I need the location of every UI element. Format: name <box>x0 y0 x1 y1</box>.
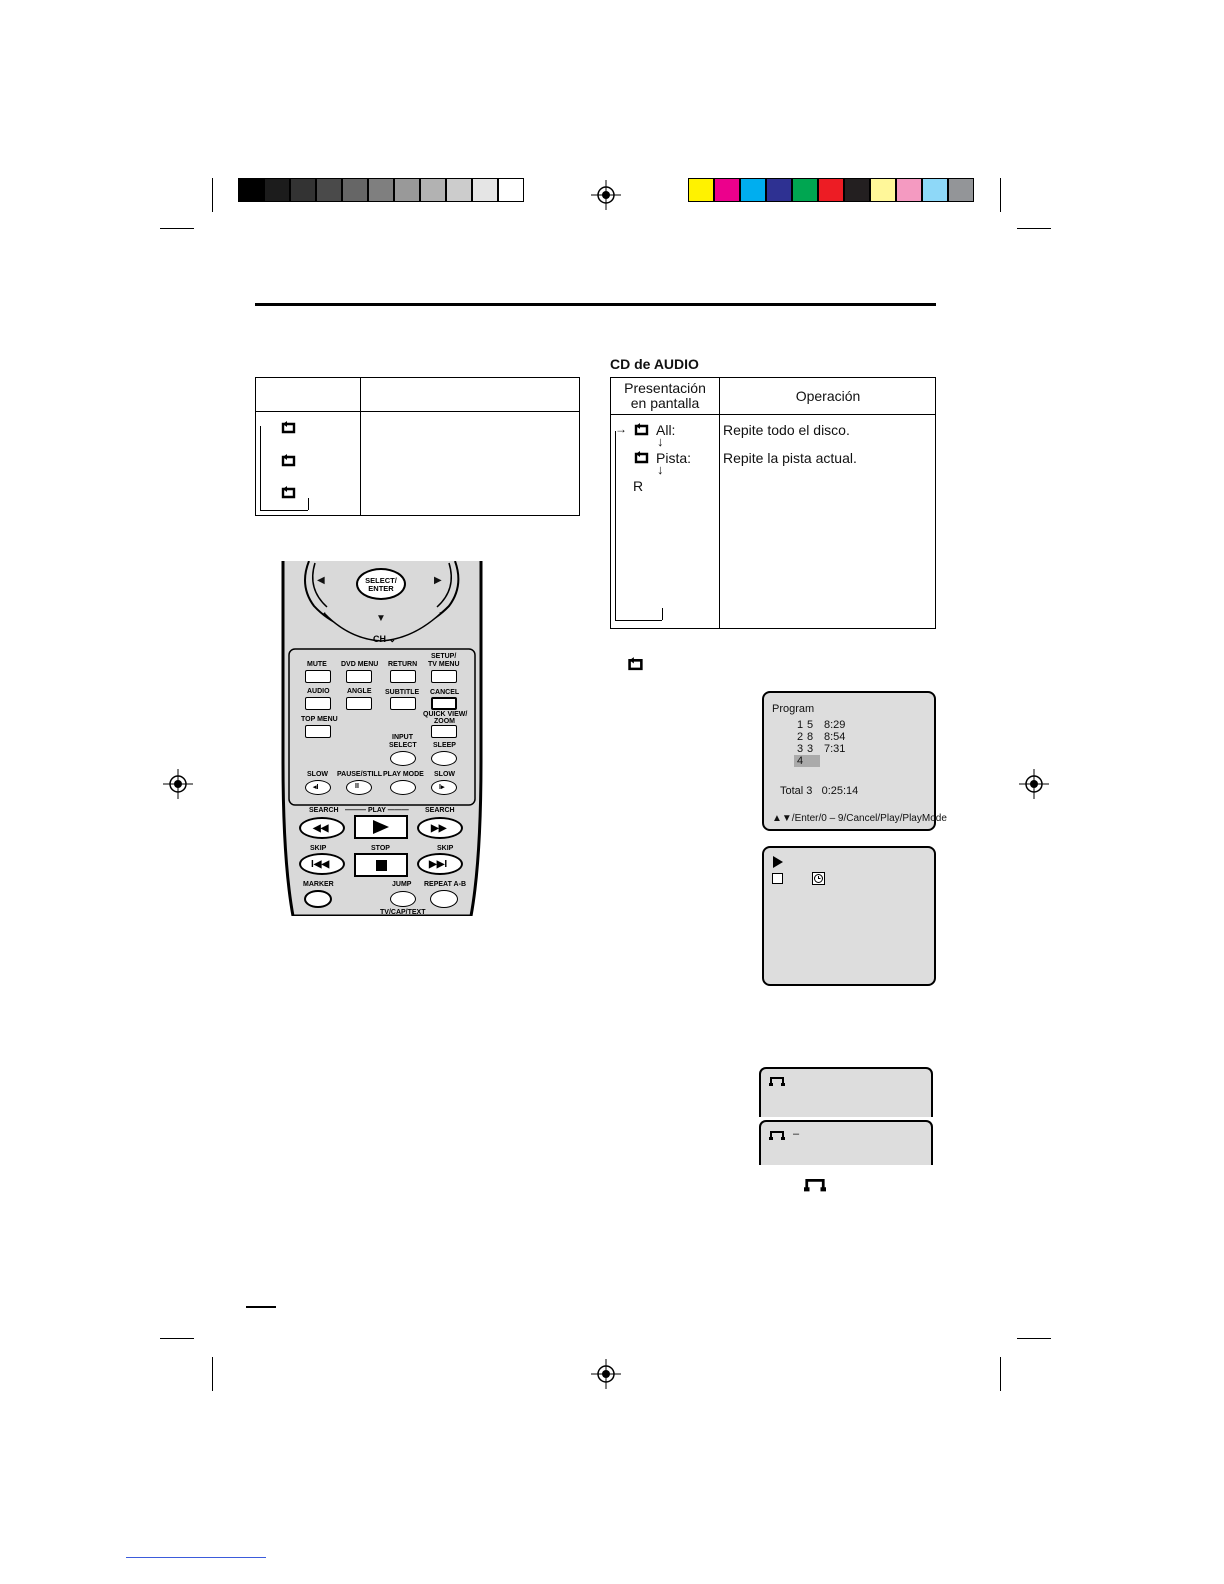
play-mode-button[interactable] <box>390 780 416 795</box>
dvd-menu-button[interactable] <box>346 670 372 683</box>
play-label: ——— PLAY ——— <box>345 807 409 814</box>
color-swatch <box>870 178 896 202</box>
color-swatch <box>818 178 844 202</box>
col-header-display: Presentación en pantalla <box>624 380 706 411</box>
registration-mark-icon <box>591 1359 621 1389</box>
pause-still-label: PAUSE/STILL <box>337 771 382 778</box>
color-swatch <box>948 178 974 202</box>
program-osd-screen <box>762 691 947 831</box>
sleep-button[interactable] <box>431 751 457 766</box>
zoom-label: ZOOM <box>434 718 455 725</box>
search-reverse-button[interactable]: ◀◀ <box>299 817 345 839</box>
quick-view-zoom-button[interactable] <box>431 725 457 738</box>
audio-cd-repeat-table <box>610 377 936 629</box>
gray-swatch <box>316 178 342 202</box>
gray-swatch <box>290 178 316 202</box>
mute-button[interactable] <box>305 670 331 683</box>
stop-icon <box>376 860 387 871</box>
color-swatch <box>896 178 922 202</box>
search-forward-button[interactable]: ▶▶ <box>417 817 463 839</box>
color-swatch <box>792 178 818 202</box>
display-all: All: <box>656 422 676 438</box>
repeat-icon <box>633 422 651 436</box>
program-entry-time: 8:54 <box>824 731 846 743</box>
arrow-down-icon: ↓ <box>657 434 664 449</box>
stop-label: STOP <box>371 845 390 852</box>
gray-swatch <box>446 178 472 202</box>
slow-reverse-button[interactable]: ◂I <box>305 780 331 795</box>
color-swatch <box>766 178 792 202</box>
top-menu-button[interactable] <box>305 725 331 738</box>
audio-button[interactable] <box>305 697 331 710</box>
repeat-icon <box>280 420 298 434</box>
program-entry-time: 8:29 <box>824 719 846 731</box>
search-forward-label: SEARCH <box>425 807 455 814</box>
audio-cd-heading: CD de AUDIO <box>610 356 699 372</box>
gray-swatch <box>498 178 524 202</box>
repeat-ab-button[interactable] <box>430 890 458 908</box>
input-select-button[interactable] <box>390 751 416 766</box>
play-mode-label: PLAY MODE <box>383 771 424 778</box>
slow-forward-button[interactable]: I▸ <box>431 780 457 795</box>
cancel-button[interactable] <box>431 697 457 710</box>
down-arrow-button[interactable]: ▼ <box>376 613 386 624</box>
gray-swatch <box>420 178 446 202</box>
program-entry-num: 2 <box>797 731 804 743</box>
display-track: Pista: <box>656 450 692 466</box>
angle-label: ANGLE <box>347 688 372 695</box>
select-label: SELECT <box>389 742 417 749</box>
program-total: Total 3 0:25:14 <box>780 785 859 797</box>
operation-all: Repite todo el disco. <box>723 422 850 438</box>
registration-mark-icon <box>1019 769 1049 799</box>
play-icon <box>373 820 389 834</box>
header-rule <box>255 303 936 306</box>
right-arrow-button[interactable]: ▶ <box>434 575 442 586</box>
input-label: INPUT <box>392 734 413 741</box>
search-reverse-label: SEARCH <box>309 807 339 814</box>
operation-track: Repite la pista actual. <box>723 450 857 466</box>
channel-down-label: CH ⌄ <box>373 634 397 644</box>
program-entry-num: 4 <box>797 755 804 767</box>
subtitle-label: SUBTITLE <box>385 689 420 696</box>
color-swatch <box>714 178 740 202</box>
setup-label: SETUP/ <box>431 653 457 660</box>
skip-forward-label: SKIP <box>437 845 454 852</box>
repeat-ab-osd-screen <box>759 1120 933 1165</box>
program-entry-num: 3 <box>797 743 804 755</box>
program-help-bar: ▲▼/Enter/0 – 9/Cancel/Play/PlayMode <box>772 813 947 824</box>
stop-button[interactable] <box>354 853 408 877</box>
clock-icon <box>812 872 825 885</box>
jump-label: JUMP <box>392 881 412 888</box>
slow-forward-label: SLOW <box>434 771 455 778</box>
repeat-ab-label: REPEAT A-B <box>424 881 466 888</box>
return-button[interactable] <box>390 670 416 683</box>
repeat-icon <box>280 453 298 467</box>
subtitle-button[interactable] <box>390 697 416 710</box>
dvd-menu-label: DVD MENU <box>341 661 379 668</box>
program-entry-track: 8 <box>807 731 814 743</box>
gray-swatch <box>238 178 264 202</box>
arrow-right-icon: → <box>615 422 627 436</box>
play-status-osd-screen <box>762 846 936 986</box>
gray-swatch <box>264 178 290 202</box>
skip-forward-button[interactable]: ▶▶I <box>417 853 463 875</box>
marker-button[interactable] <box>304 890 332 908</box>
repeat-icon <box>626 656 646 671</box>
tv-cap-text-label: TV/CAP/TEXT <box>380 909 426 916</box>
left-arrow-button[interactable]: ◀ <box>317 575 325 586</box>
repeat-ab-icon <box>804 1176 826 1193</box>
gray-swatch <box>368 178 394 202</box>
color-swatch <box>922 178 948 202</box>
repeat-icon <box>633 450 651 464</box>
sleep-label: SLEEP <box>433 742 456 749</box>
program-title: Program <box>772 703 815 715</box>
quick-view-label: QUICK VIEW/ <box>423 711 468 718</box>
select-enter-button[interactable]: SELECT/ ENTER <box>356 568 406 600</box>
return-label: RETURN <box>388 661 418 668</box>
col-header-operation: Operación <box>795 388 861 404</box>
dvd-repeat-table <box>255 377 580 516</box>
slow-reverse-label: SLOW <box>307 771 328 778</box>
repeat-icon <box>280 485 298 499</box>
play-button[interactable] <box>354 815 408 839</box>
color-swatch <box>740 178 766 202</box>
gray-swatch <box>472 178 498 202</box>
setup-tv-menu-button[interactable] <box>431 670 457 683</box>
arrow-down-icon: ↓ <box>657 462 664 477</box>
program-entry-track: 5 <box>807 719 814 731</box>
repeat-ab-icon <box>769 1075 785 1087</box>
program-entry-track: 3 <box>807 743 814 755</box>
skip-reverse-label: SKIP <box>310 845 327 852</box>
checkbox-icon <box>772 873 783 884</box>
registration-mark-icon <box>163 769 193 799</box>
play-icon <box>772 856 784 868</box>
repeat-ab-icon <box>769 1129 785 1141</box>
tv-menu-label: TV MENU <box>428 661 460 668</box>
jump-button[interactable] <box>390 891 416 907</box>
mute-label: MUTE <box>307 661 327 668</box>
audio-label: AUDIO <box>307 688 330 695</box>
gray-swatch <box>394 178 420 202</box>
repeat-ab-dash: – <box>793 1128 800 1140</box>
skip-reverse-button[interactable]: I◀◀ <box>299 853 345 875</box>
display-repeat-off: R <box>633 478 644 494</box>
cancel-label: CANCEL <box>430 689 460 696</box>
remote-control <box>279 561 485 916</box>
marker-label: MARKER <box>303 881 334 888</box>
pause-still-button[interactable]: II <box>346 780 372 795</box>
color-swatch <box>844 178 870 202</box>
registration-mark-icon <box>591 180 621 210</box>
program-entry-num: 1 <box>797 719 804 731</box>
gray-swatch <box>342 178 368 202</box>
top-menu-label: TOP MENU <box>301 716 338 723</box>
program-entry-time: 7:31 <box>824 743 846 755</box>
repeat-a-osd-screen <box>759 1067 933 1117</box>
angle-button[interactable] <box>346 697 372 710</box>
color-swatch <box>688 178 714 202</box>
